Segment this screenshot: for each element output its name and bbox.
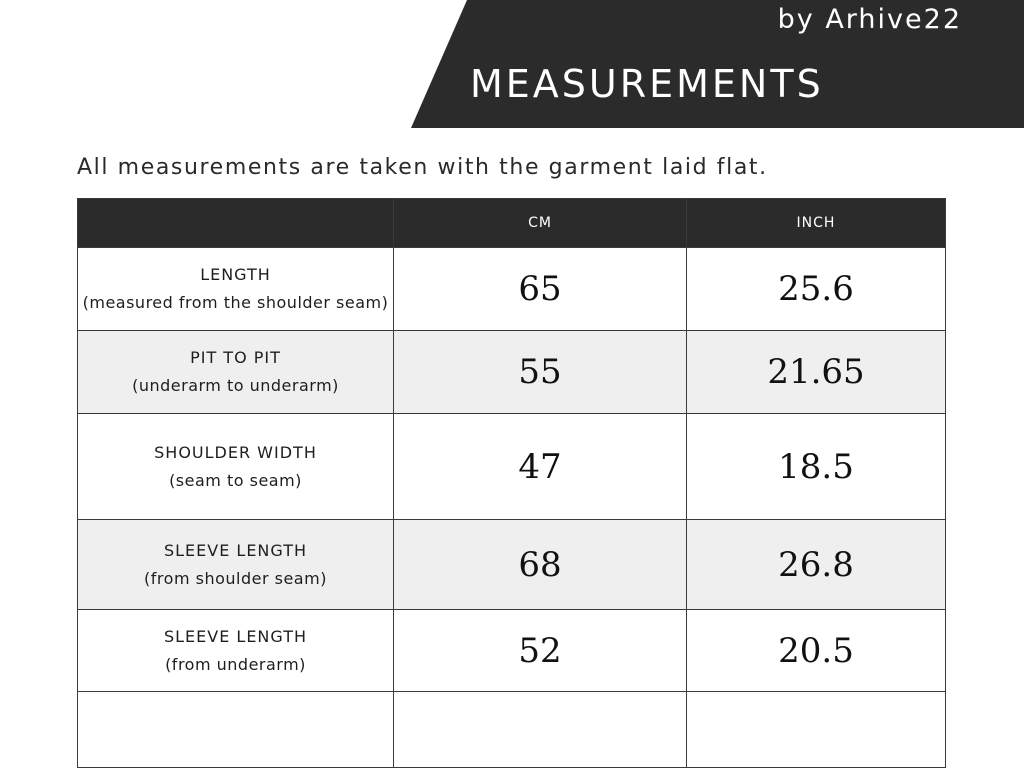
row-label: SLEEVE LENGTH [163,626,308,646]
inch-value: 20.5 [687,610,946,692]
inch-value: 18.5 [687,414,946,520]
column-header-cm: CM [394,199,687,248]
cm-value: 68 [394,520,687,610]
table-row-empty [78,692,946,768]
table-row-shoulder-width [78,414,946,520]
row-label-cell [78,414,394,520]
cm-value [394,692,687,768]
inch-value: 26.8 [687,520,946,610]
row-label: SLEEVE LENGTH [163,540,308,560]
row-note: (seam to seam) [169,470,302,490]
row-note: (measured from the shoulder seam) [82,293,389,312]
table-row-length [78,248,946,331]
table-header-row [78,199,946,248]
row-note: (from underarm) [165,654,306,674]
row-label: LENGTH [200,265,271,284]
row-label: SHOULDER WIDTH [154,442,317,462]
column-header-label [78,199,394,248]
cm-value: 55 [394,331,687,414]
cm-value: 47 [394,414,687,520]
row-label-cell [78,692,394,768]
row-label-cell [78,331,394,414]
row-label-cell [78,248,394,331]
row-note: (from shoulder seam) [144,568,327,588]
column-header-inch: INCH [687,199,946,248]
inch-value: 25.6 [687,248,946,331]
inch-value [687,692,946,768]
cm-value: 52 [394,610,687,692]
cm-value: 65 [394,248,687,331]
measurements-table [77,198,946,768]
row-label: PIT TO PIT [190,348,281,367]
row-label-cell [78,610,394,692]
page-title: MEASUREMENTS [470,62,824,106]
table-row-sleeve-length-underarm [78,610,946,692]
row-note: (underarm to underarm) [132,376,339,395]
table-row-pit-to-pit [78,331,946,414]
inch-value: 21.65 [687,331,946,414]
measurement-note: All measurements are taken with the garment laid flat. [77,155,768,180]
table-row-sleeve-length-shoulder [78,520,946,610]
row-label-cell [78,520,394,610]
brand-byline: by Arhive22 [777,4,962,35]
